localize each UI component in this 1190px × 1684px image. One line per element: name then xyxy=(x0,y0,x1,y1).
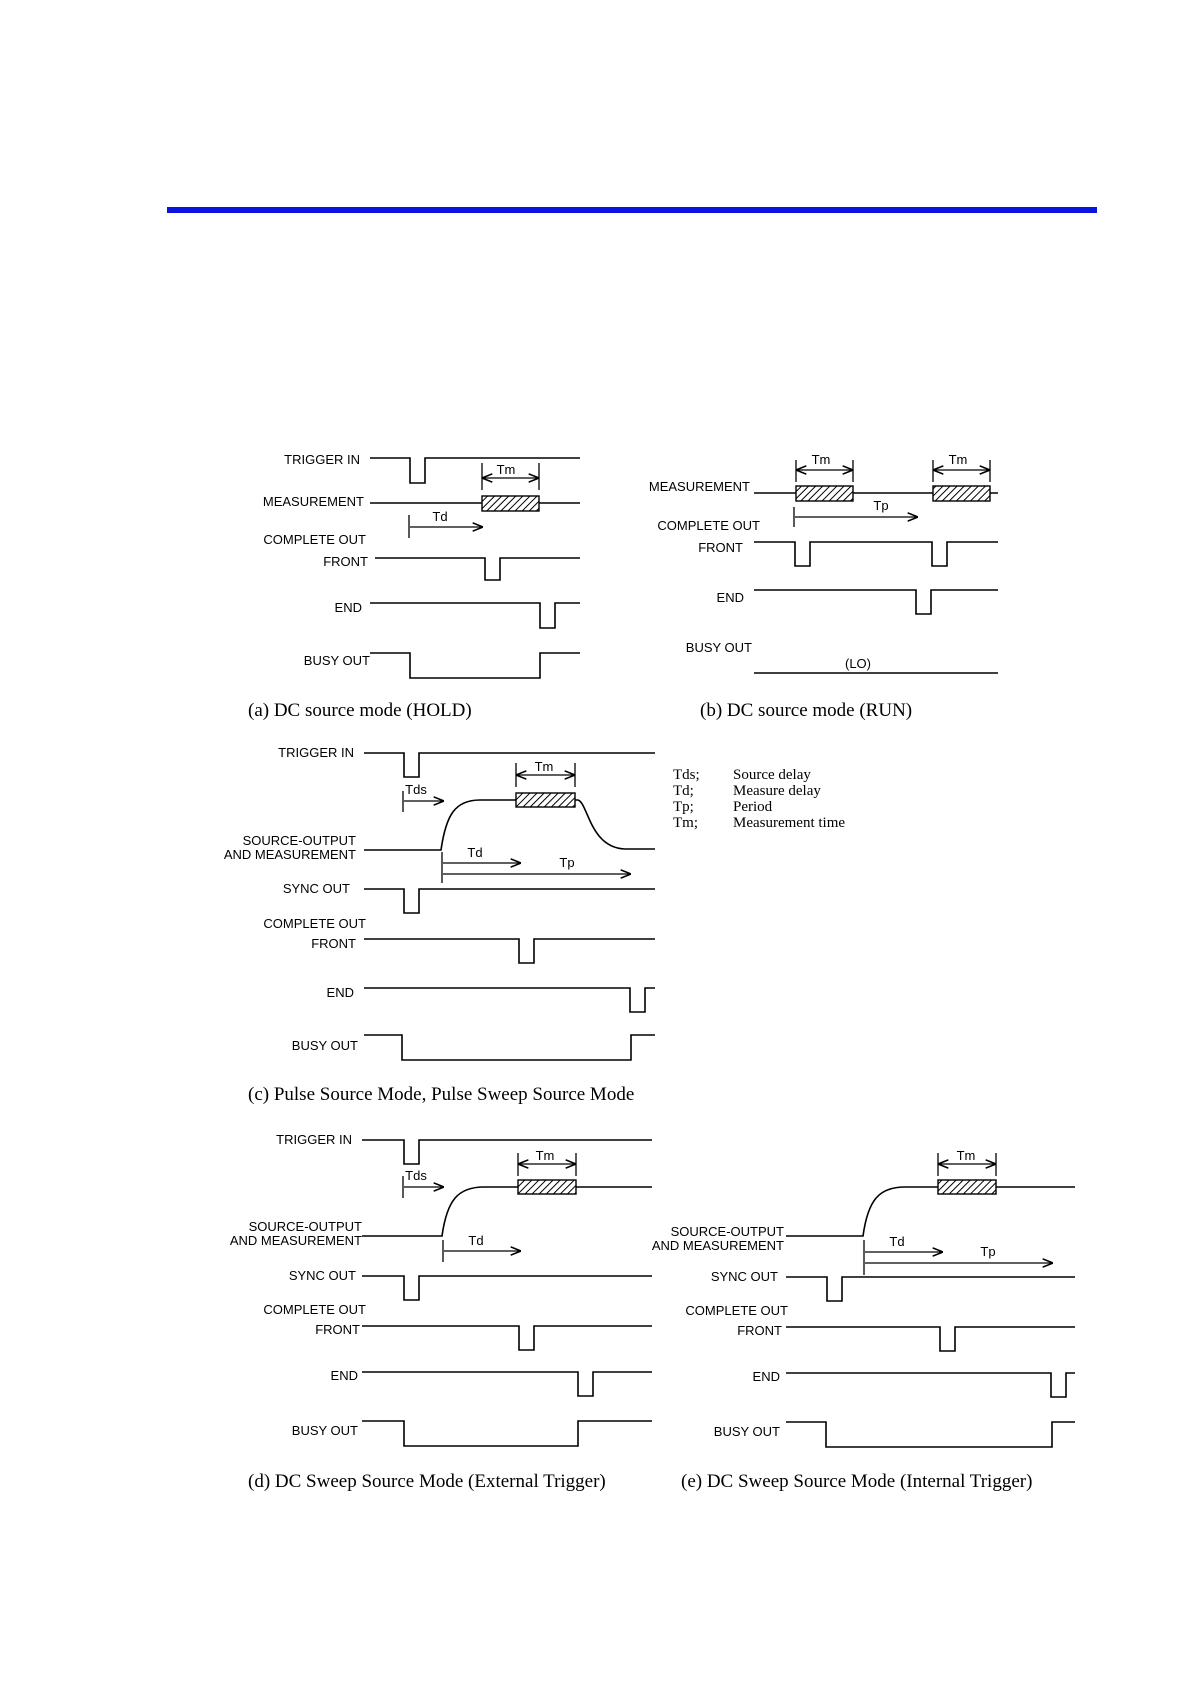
busy-out-waveform xyxy=(786,1422,1075,1447)
label-sync-out: SYNC OUT xyxy=(288,1268,356,1283)
legend-meaning-tp: Period xyxy=(733,799,773,815)
panel-c xyxy=(224,745,655,1105)
measurement-window-1 xyxy=(796,486,853,501)
measurement-window xyxy=(516,793,575,807)
tp-label: Tp xyxy=(980,1244,996,1259)
td-label: Td xyxy=(467,845,483,860)
tds-label: Tds xyxy=(405,1168,427,1183)
label-trigger-in: TRIGGER IN xyxy=(284,452,360,467)
label-busy-out: BUSY OUT xyxy=(303,653,370,668)
label-busy-out: BUSY OUT xyxy=(713,1424,780,1439)
label-busy-out: BUSY OUT xyxy=(291,1423,358,1438)
label-complete-out: COMPLETE OUT xyxy=(685,1303,788,1318)
label-source-output-2: AND MEASUREMENT xyxy=(229,1233,362,1248)
sync-out-waveform xyxy=(364,889,655,913)
panel-d xyxy=(230,1132,652,1492)
tm-label: Tm xyxy=(956,1148,976,1163)
label-front: FRONT xyxy=(737,1323,782,1338)
label-front: FRONT xyxy=(311,936,356,951)
front-waveform xyxy=(364,939,655,963)
legend-meaning-tds: Source delay xyxy=(733,767,811,783)
caption-c: (c) Pulse Source Mode, Pulse Sweep Source Mode xyxy=(248,1084,635,1105)
front-waveform xyxy=(754,542,998,566)
measurement-window xyxy=(938,1180,996,1194)
legend-meaning-td: Measure delay xyxy=(733,783,821,799)
label-source-output-2: AND MEASUREMENT xyxy=(651,1238,784,1253)
busy-level-label: (LO) xyxy=(845,656,871,671)
measurement-window xyxy=(518,1180,576,1194)
front-waveform xyxy=(362,1326,652,1350)
tp-label: Tp xyxy=(873,498,889,513)
front-waveform xyxy=(786,1327,1075,1351)
legend-symbol-tm: Tm; xyxy=(673,815,698,831)
end-waveform xyxy=(362,1372,652,1396)
label-sync-out: SYNC OUT xyxy=(282,881,350,896)
label-measurement: MEASUREMENT xyxy=(262,494,364,509)
label-end: END xyxy=(334,600,362,615)
source-output-waveform xyxy=(362,1187,652,1236)
label-complete-out: COMPLETE OUT xyxy=(657,518,760,533)
front-waveform xyxy=(375,558,580,580)
label-complete-out: COMPLETE OUT xyxy=(263,1302,366,1317)
busy-out-waveform xyxy=(370,653,580,678)
td-label: Td xyxy=(468,1233,484,1248)
label-end: END xyxy=(330,1368,358,1383)
label-sync-out: SYNC OUT xyxy=(710,1269,778,1284)
label-end: END xyxy=(716,590,744,605)
caption-a: (a) DC source mode (HOLD) xyxy=(248,700,472,721)
tds-label: Tds xyxy=(405,782,427,797)
tm-label-1: Tm xyxy=(811,452,831,467)
tp-label: Tp xyxy=(559,855,575,870)
label-trigger-in: TRIGGER IN xyxy=(278,745,354,760)
legend-symbol-td: Td; xyxy=(673,783,694,799)
sync-out-waveform xyxy=(786,1277,1075,1301)
legend-symbol-tds: Tds; xyxy=(673,767,700,783)
busy-out-waveform xyxy=(364,1035,655,1060)
label-front: FRONT xyxy=(323,554,368,569)
td-label: Td xyxy=(889,1234,905,1249)
end-waveform xyxy=(364,988,655,1012)
tm-label: Tm xyxy=(535,1148,555,1163)
legend-meaning-tm: Measurement time xyxy=(733,815,846,831)
label-end: END xyxy=(326,985,354,1000)
tm-label: Tm xyxy=(496,462,516,477)
label-front: FRONT xyxy=(315,1322,360,1337)
label-trigger-in: TRIGGER IN xyxy=(276,1132,352,1147)
measurement-window-2 xyxy=(933,486,990,501)
source-output-waveform xyxy=(364,800,655,850)
label-source-output-1: SOURCE-OUTPUT xyxy=(670,1224,784,1239)
source-output-waveform xyxy=(786,1187,1075,1236)
caption-b: (b) DC source mode (RUN) xyxy=(700,700,913,721)
caption-d: (d) DC Sweep Source Mode (External Trigger) xyxy=(248,1471,606,1492)
label-complete-out: COMPLETE OUT xyxy=(263,916,366,931)
label-front: FRONT xyxy=(698,540,743,555)
trigger-in-waveform xyxy=(370,458,580,483)
panel-e xyxy=(652,1148,1075,1492)
td-label: Td xyxy=(432,509,448,524)
label-busy-out: BUSY OUT xyxy=(685,640,752,655)
end-waveform xyxy=(786,1373,1075,1397)
label-source-output-2: AND MEASUREMENT xyxy=(223,847,356,862)
label-source-output-1: SOURCE-OUTPUT xyxy=(248,1219,362,1234)
measurement-window xyxy=(482,496,539,511)
trigger-in-waveform xyxy=(364,753,655,777)
tm-label-2: Tm xyxy=(948,452,968,467)
legend xyxy=(673,767,845,831)
label-measurement: MEASUREMENT xyxy=(648,479,750,494)
busy-out-waveform xyxy=(362,1421,652,1446)
label-complete-out: COMPLETE OUT xyxy=(263,532,366,547)
end-waveform xyxy=(754,590,998,614)
trigger-in-waveform xyxy=(362,1140,652,1164)
legend-symbol-tp: Tp; xyxy=(673,799,694,815)
caption-e: (e) DC Sweep Source Mode (Internal Trigger) xyxy=(681,1471,1033,1492)
label-busy-out: BUSY OUT xyxy=(291,1038,358,1053)
label-end: END xyxy=(752,1369,780,1384)
label-source-output-1: SOURCE-OUTPUT xyxy=(242,833,356,848)
tm-label: Tm xyxy=(534,759,554,774)
sync-out-waveform xyxy=(362,1276,652,1300)
end-waveform xyxy=(370,603,580,628)
panel-a xyxy=(248,452,580,721)
panel-b xyxy=(649,452,998,721)
